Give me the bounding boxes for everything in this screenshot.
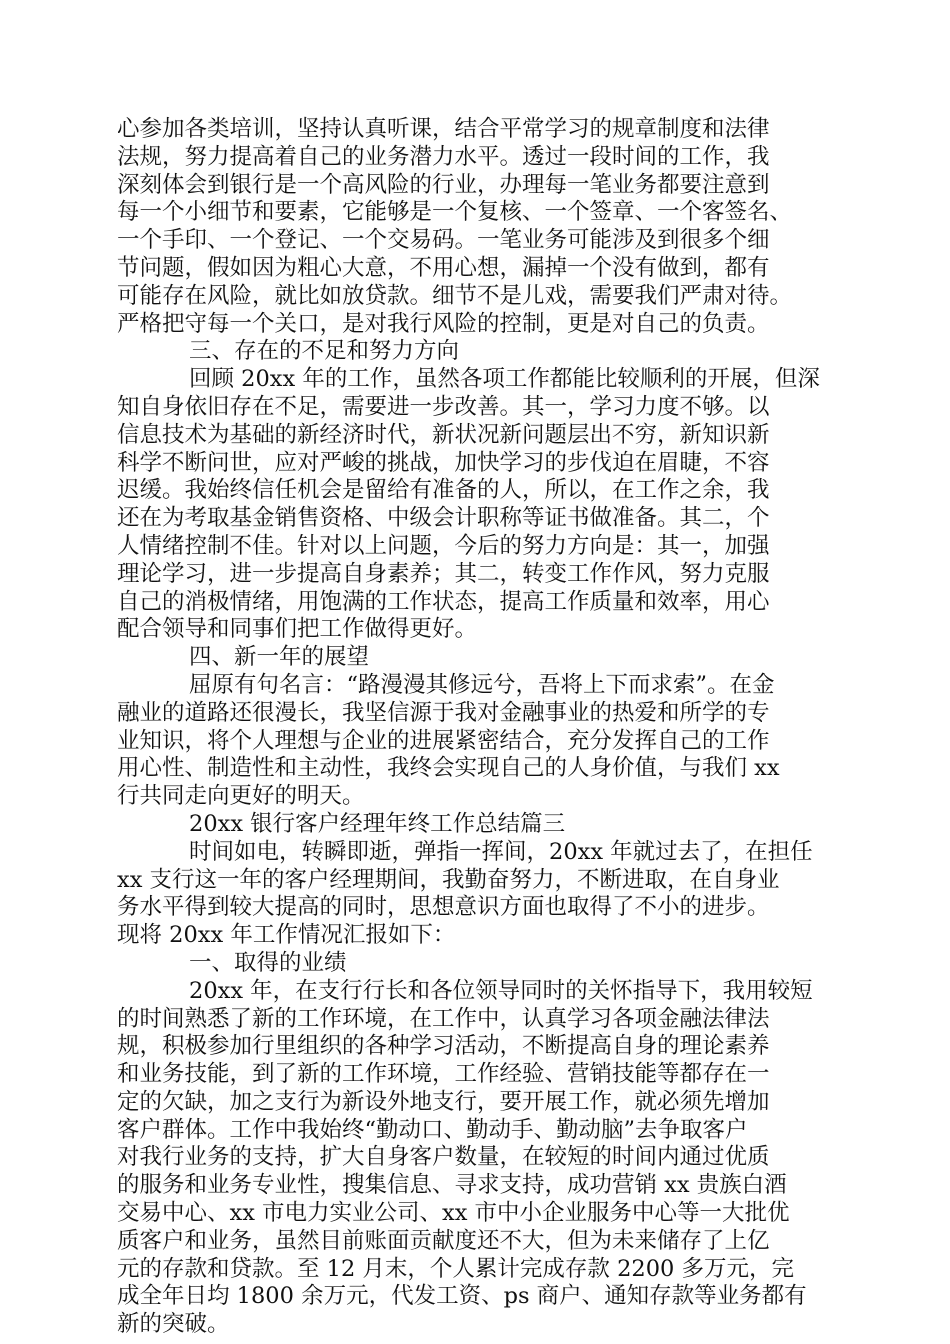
text-line: 交易中心、xx 市电力实业公司、xx 市中小企业服务中心等一大批优	[117, 1200, 790, 1227]
text-line: 自己的消极情绪，用饱满的工作状态，提高工作质量和效率，用心	[117, 588, 770, 615]
text-line: 回顾 20xx 年的工作，虽然各项工作都能比较顺利的开展，但深	[189, 366, 820, 393]
text-line: 心参加各类培训，坚持认真听课，结合平常学习的规章制度和法律	[117, 116, 770, 142]
text-line: 和业务技能，到了新的工作环境，工作经验、营销技能等都存在一	[117, 1061, 770, 1088]
text-line: 现将 20xx 年工作情况汇报如下：	[117, 922, 456, 949]
text-line: 质客户和业务，虽然目前账面贡献度还不大，但为未来储存了上亿	[117, 1227, 770, 1254]
text-line: 节问题，假如因为粗心大意，不用心想，漏掉一个没有做到，都有	[117, 254, 770, 281]
text-line: 业知识，将个人理想与企业的进展紧密结合，充分发挥自己的工作	[117, 727, 770, 754]
text-line: 可能存在风险，就比如放贷款。细节不是儿戏，需要我们严肃对待。	[117, 282, 793, 309]
text-line: 四、新一年的展望	[189, 644, 370, 671]
text-line: 深刻体会到银行是一个高风险的行业，办理每一笔业务都要注意到	[117, 171, 770, 198]
text-line: 成全年日均 1800 余万元，代发工资、ps 商户、通知存款等业务都有	[117, 1283, 807, 1310]
text-line: 知自身依旧存在不足，需要进一步改善。其一，学习力度不够。以	[117, 393, 770, 420]
text-line: 对我行业务的支持，扩大自身客户数量，在较短的时间内通过优质	[117, 1144, 770, 1171]
text-line: 法规，努力提高着自己的业务潜力水平。透过一段时间的工作，我	[117, 143, 770, 170]
text-line: 信息技术为基础的新经济时代，新状况新问题层出不穷，新知识新	[117, 421, 770, 448]
text-line: 配合领导和同事们把工作做得更好。	[117, 616, 478, 643]
text-line: 理论学习，进一步提高自身素养；其二，转变工作作风，努力克服	[117, 560, 770, 587]
text-line: 新的突破。	[117, 1311, 230, 1338]
text-line: 融业的道路还很漫长，我坚信源于我对金融事业的热爱和所学的专	[117, 699, 770, 726]
text-line: 的时间熟悉了新的工作环境，在工作中，认真学习各项金融法律法	[117, 1005, 770, 1032]
text-line: 用心性、制造性和主动性，我终会实现自己的人身价值，与我们 xx	[117, 755, 780, 782]
text-line: 时间如电，转瞬即逝，弹指一挥间，20xx 年就过去了，在担任	[189, 838, 813, 865]
text-line: 迟缓。我始终信任机会是留给有准备的人，所以，在工作之余，我	[117, 477, 770, 504]
text-line: 的服务和业务专业性，搜集信息、寻求支持，成功营销 xx 贵族白酒	[117, 1172, 787, 1199]
text-line: 定的欠缺，加之支行为新设外地支行，要开展工作，就必须先增加	[117, 1088, 770, 1115]
text-line: 还在为考取基金销售资格、中级会计职称等证书做准备。其二，个	[117, 505, 770, 532]
text-line: 一、取得的业绩	[189, 949, 347, 976]
text-line: 20xx 年，在支行行长和各位领导同时的关怀指导下，我用较短	[189, 977, 813, 1004]
text-line: 20xx 银行客户经理年终工作总结篇三	[189, 810, 566, 837]
text-line: 规，积极参加行里组织的各种学习活动，不断提高自身的理论素养	[117, 1033, 770, 1060]
text-line: 一个手印、一个登记、一个交易码。一笔业务可能涉及到很多个细	[117, 227, 770, 254]
text-line: 严格把守每一个关口，是对我行风险的控制，更是对自己的负责。	[117, 310, 770, 337]
text-line: 务水平得到较大提高的同时，思想意识方面也取得了不小的进步。	[117, 894, 770, 921]
document-body	[117, 116, 837, 1339]
text-line: 客户群体。工作中我始终“勤动口、勤动手、勤动脑”去争取客户	[117, 1116, 748, 1143]
text-line: 每一个小细节和要素，它能够是一个复核、一个签章、一个客签名、	[117, 199, 793, 226]
text-line: xx 支行这一年的客户经理期间，我勤奋努力，不断进取，在自身业	[117, 866, 780, 893]
text-line: 元的存款和贷款。至 12 月末，个人累计完成存款 2200 多万元，完	[117, 1255, 795, 1282]
text-line: 三、存在的不足和努力方向	[189, 338, 460, 365]
text-line: 人情绪控制不佳。针对以上问题，今后的努力方向是：其一，加强	[117, 532, 770, 559]
text-line: 屈原有句名言：“路漫漫其修远兮，吾将上下而求索”。在金	[189, 671, 775, 698]
text-line: 行共同走向更好的明天。	[117, 783, 365, 810]
text-line: 科学不断问世，应对严峻的挑战，加快学习的步伐迫在眉睫，不容	[117, 449, 770, 476]
